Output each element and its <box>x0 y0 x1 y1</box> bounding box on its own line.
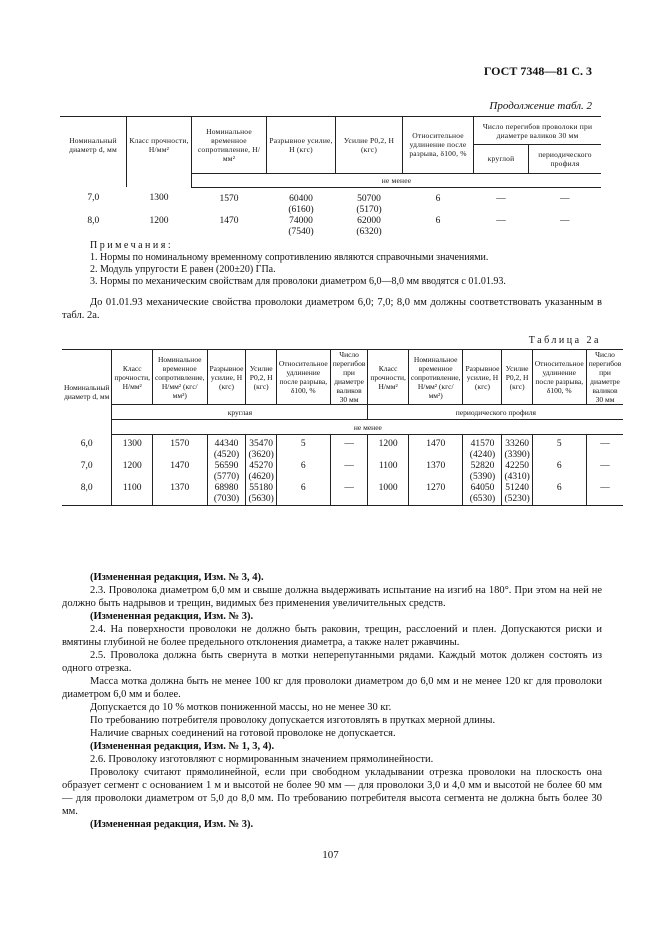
paragraph: До 01.01.93 механические свойства проволоки диаметром 6,0; 7,0; 8,0 мм должны соответствовать указанным в табл. 2а. <box>62 297 602 321</box>
table-row: 6,0 1300 1570 44340 (4520) 35470 (3620) 5 — 1200 1470 41570 (4240) 33260 (3390) 5 — <box>62 435 623 462</box>
edition-note: (Измененная редакция, Изм. № 1, 3, 4). <box>90 741 275 752</box>
paragraph: Наличие сварных соединений на готовой проволоке не допускается. <box>90 728 396 739</box>
col-periodic: периодического профиля <box>538 149 592 168</box>
paragraph: Масса мотка должна быть не менее 100 кг для проволоки диаметром до 6,0 мм и не менее 120 кг для проволоки диаметром 6,0 мм и более. <box>62 676 602 700</box>
paragraph: 2.5. Проволока должна быть свернута в мотки неперепутанными рядами. Каждый моток должен состоять из одного отрезка. <box>62 650 602 674</box>
col-diameter: Номинальный диаметр d, мм <box>60 117 127 174</box>
page-number: 107 <box>322 849 339 861</box>
paragraph: 2.6. Проволоку изготовляют с нормированным значением прямолинейности. <box>90 754 434 765</box>
paragraph: По требованию потребителя проволоку допускается изготовлять в прутках мерной длины. <box>90 715 496 726</box>
table-row: 7,0 1300 1570 60400 (6160) 50700 (5170) 6 — — <box>87 193 570 215</box>
paragraph: Проволоку считают прямолинейной, если при свободном укладывании отрезка проволоки на плоскость она образует сегмент с основанием 1 м и высотой не более 90 мм — для проволоки 3,0 и 4,0 мм и высотой не более 60 мм — для проволоки диаметром от 5,0 до 8,0 мм. По требованию потребителя высота сегмента не должна быть более 30 мм. <box>62 767 602 817</box>
paragraph: 2.4. На поверхности проволоки не должно быть раковин, трещин, расслоений и плен. Допускаются риски и вмятины глубиной не более предельного отклонения диаметра, а также налет ржавчины. <box>62 624 602 648</box>
round-label: круглая <box>112 405 368 420</box>
body-text <box>62 571 602 831</box>
notes-title: Примечания: <box>90 240 174 251</box>
page-header: ГОСТ 7348—81 С. 3 <box>483 64 592 78</box>
col-breaking-force: Разрывное усилие, Н (кгс) <box>267 117 336 174</box>
col-strength-class: Класс прочности, Н/мм² <box>127 117 192 174</box>
note-item: 2. Модуль упругости Е равен (200±20) ГПа. <box>90 264 276 275</box>
note-item: 1. Нормы по номинальному временному сопротивлению являются справочными значениями. <box>90 252 489 263</box>
table-row: 8,0 1200 1470 74000 (7540) 62000 (6320) 6 — — <box>87 215 570 237</box>
col-nominal-resistance: Номинальное временное сопротивление, Н/мм² <box>192 117 267 174</box>
table-continuation-label: Продолжение табл. 2 <box>489 100 592 112</box>
col-elongation: Относительное удлинение после разрыва, δ100, % <box>403 117 474 174</box>
paragraph: Допускается до 10 % мотков пониженной массы, но не менее 30 кг. <box>90 702 392 713</box>
paragraph: 2.3. Проволока диаметром 6,0 мм и свыше должна выдерживать испытание на изгиб на 180°. При этом на ней не должно быть надрывов и трещин, видимых без применения увеличительных средств. <box>62 585 602 609</box>
table-row: 7,0 1200 1470 56590 (5770) 45270 (4620) 6 — 1100 1370 52820 (5390) 42250 (4310) 6 — <box>62 461 623 483</box>
col-round: круглой <box>474 145 529 173</box>
note-item: 3. Нормы по механическим свойствам для проволоки диаметром 6,0—8,0 мм вводятся с 01.01.93. <box>90 276 506 287</box>
periodic-label: периодического профиля <box>368 405 623 420</box>
notes <box>90 240 610 288</box>
edition-note: (Измененная редакция, Изм. № 3, 4). <box>90 572 264 583</box>
col-bends: Число перегибов проволоки при диаметре валиков 30 мм <box>474 117 602 145</box>
table-2a: Номинальный диаметр d, мм Класс прочности, Н/мм² Номинальное временное сопротивление, Н/мм² (кгс/мм²) Разрывное усилие, Н (кгс) Усилие P0,2, Н (кгс) Относительное удлинение после разрыва, δ100, % Число перегибов при диаметре валиков 30 мм Класс прочности, Н/мм² Номинальное временное сопротивление, Н/мм² (кгс/мм²) Разрывное усилие, Н (кгс) Усилие P0,2, Н (кгс) Относительное удлинение после разрыва, δ100, % Число перегибов при диаметре валиков 30 мм круглая периодического профиля не менее 6,0 1300 1570 44340 (4520) 35470 (3620) 5 — 1200 1470 41570 (4240) 33260 (3390) 5 — 7,0 1200 1470 56590 (5770) 45270 (4620) 6 — 1100 1370 52820 (5390) 42250 (4310) 6 — 8,0 1100 1370 68980 (7030) 55180 (5630) 6 — 1000 1270 64050 (6530) 51240 (5230) 6 — <box>64 350 622 504</box>
not-less-label: не менее <box>112 420 623 435</box>
not-less-label: не менее <box>192 173 602 187</box>
col-force-p02: Усилие P0,2, Н (кгс) <box>336 117 403 174</box>
table-row: 8,0 1100 1370 68980 (7030) 55180 (5630) 6 — 1000 1270 64050 (6530) 51240 (5230) 6 — <box>62 483 623 506</box>
table-2a-title: Таблица 2а <box>528 335 601 346</box>
edition-note: (Измененная редакция, Изм. № 3). <box>90 819 254 830</box>
edition-note: (Измененная редакция, Изм. № 3). <box>90 611 254 622</box>
table-2-continuation <box>60 116 601 238</box>
